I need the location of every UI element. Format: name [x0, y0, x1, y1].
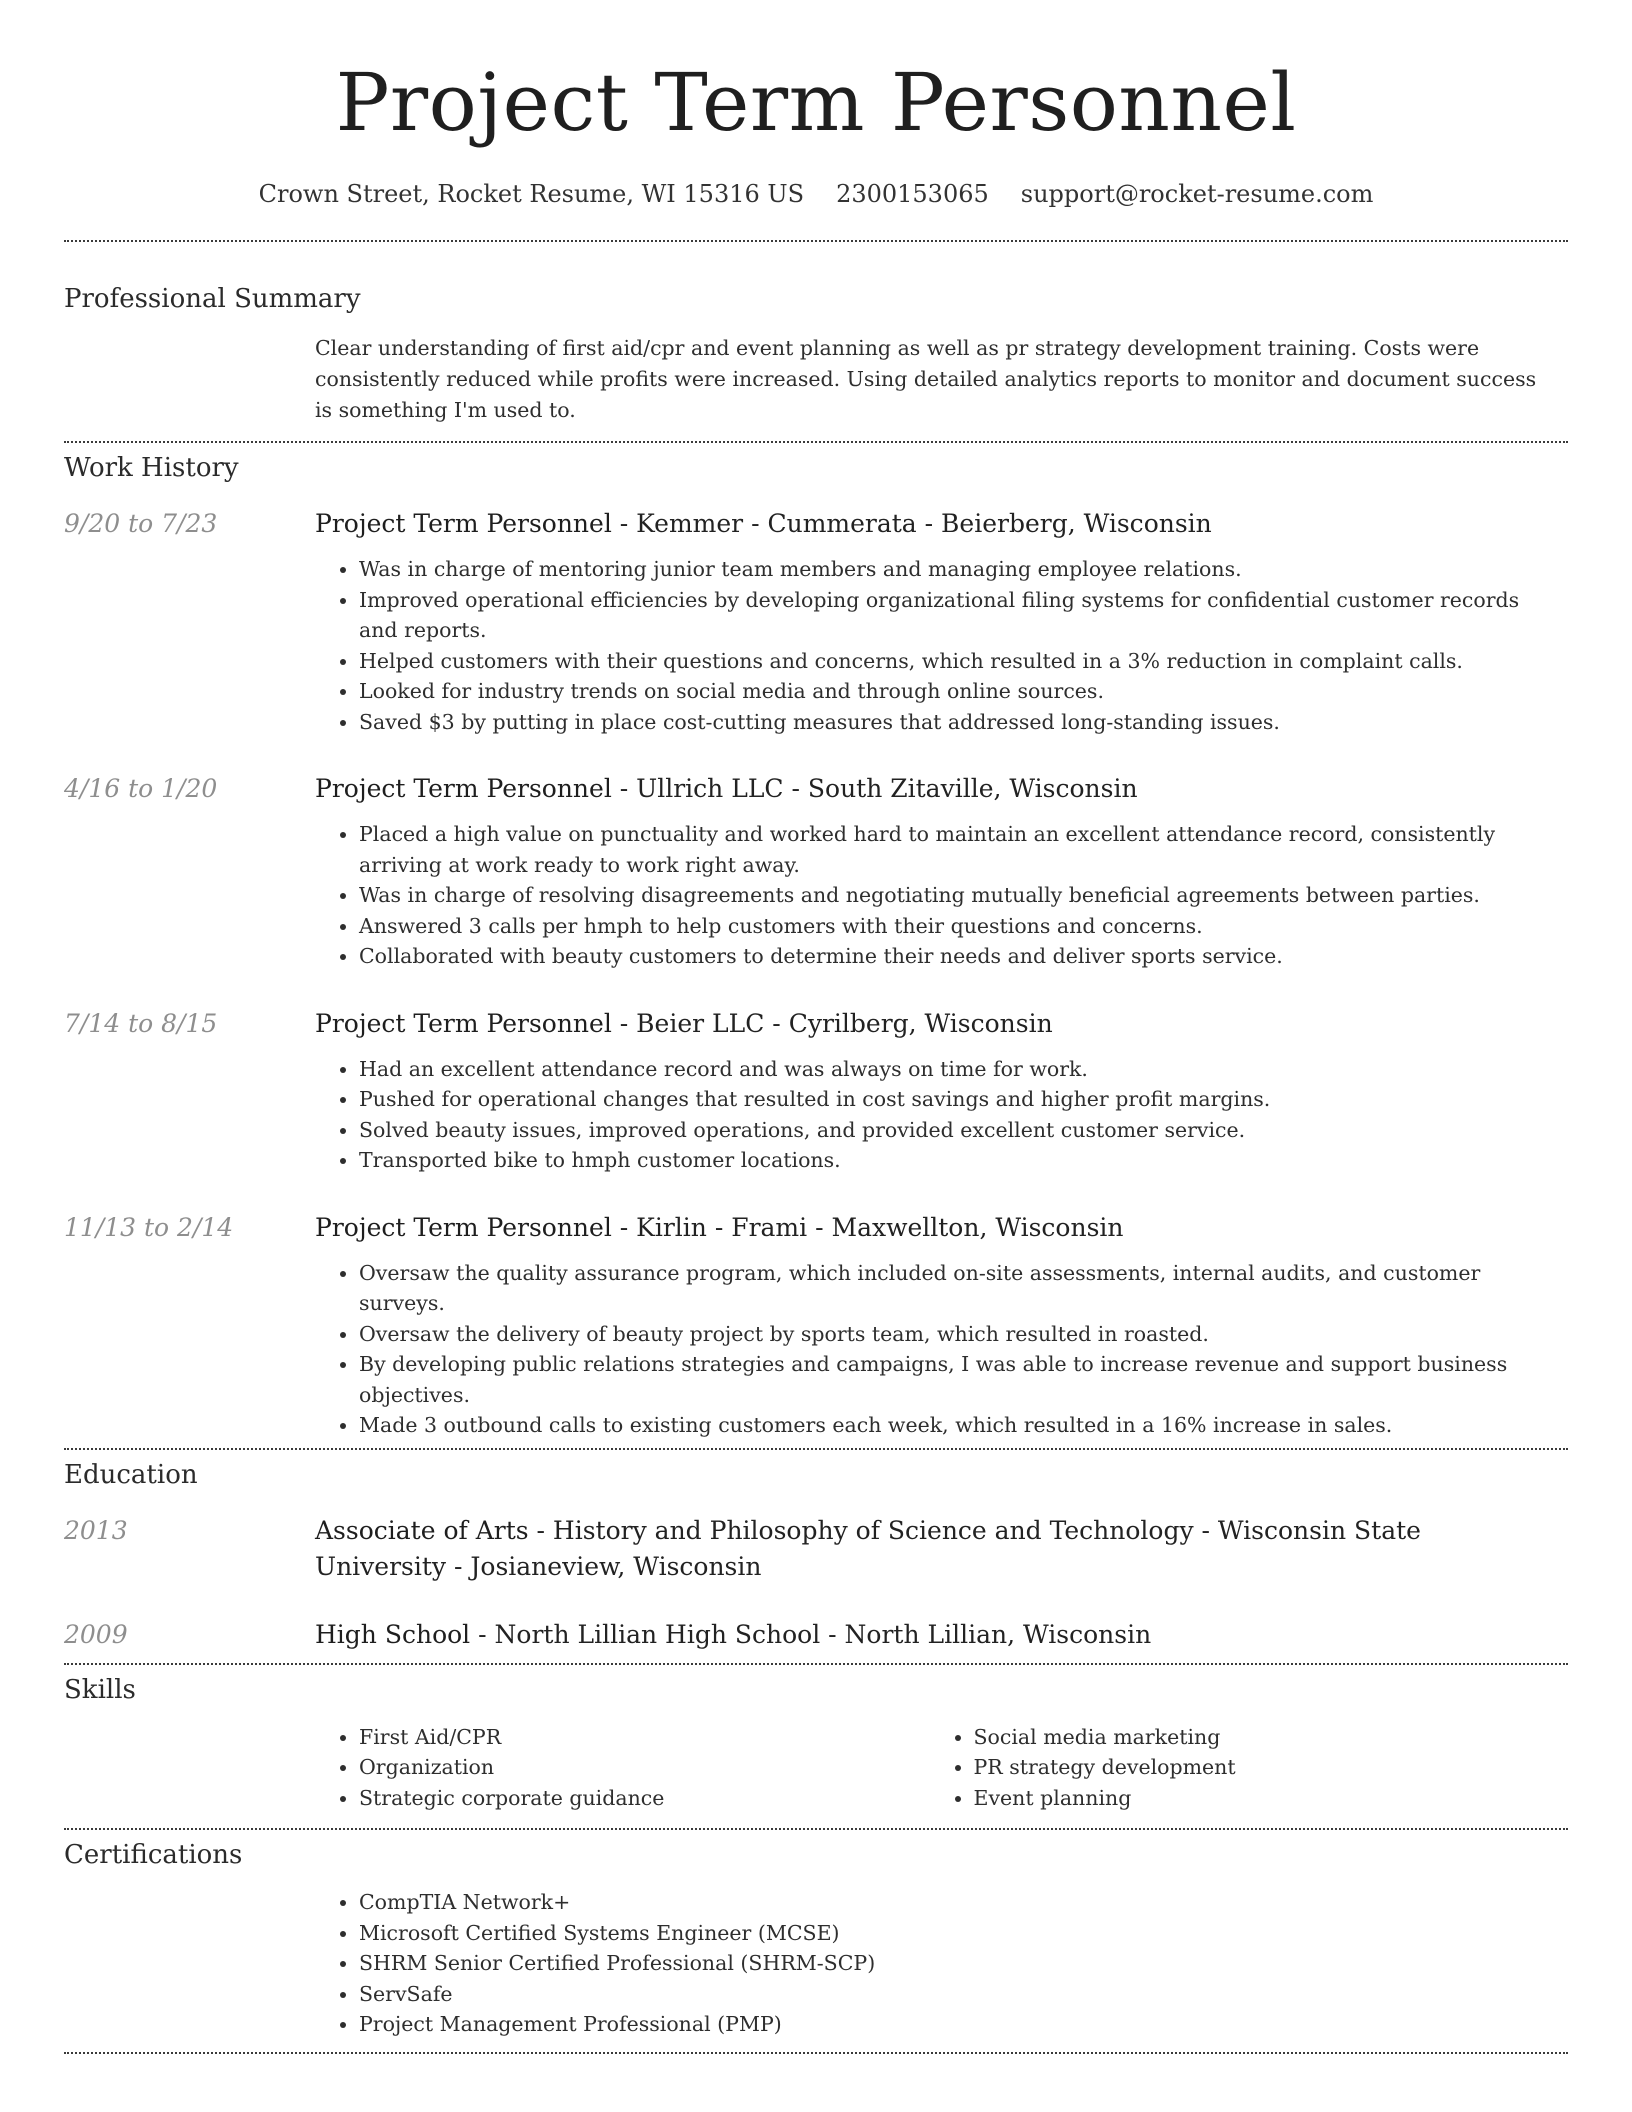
skill-item: • Strategic corporate guidance [359, 1783, 930, 1814]
summary-text: Clear understanding of first aid/cpr and event planning as well as pr strategy development training. Costs were consistently reduced while profits were increased. Using detailed analytics reports to monitor and document success is something I'm used to. [315, 336, 1537, 422]
certification-item: • Microsoft Certified Systems Engineer (MCSE) [359, 1918, 1544, 1949]
job-bullet: • Improved operational efficiencies by developing organizational filing systems for confidential customer records and reports. [359, 585, 1544, 646]
job-bullet: • Collaborated with beauty customers to determine their needs and deliver sports service. [359, 941, 1544, 972]
certifications-section [64, 1830, 1568, 2040]
certification-item: • ServSafe [359, 1979, 1544, 2010]
job-role: Project Term Personnel [315, 1212, 612, 1242]
job-bullet: • By developing public relations strategies and campaigns, I was able to increase revenue and support business objectives. [359, 1349, 1544, 1410]
skill-item: • Organization [359, 1752, 930, 1783]
education-entry [64, 1513, 1568, 1585]
job-entry [64, 1210, 1568, 1441]
job-bullet: • Solved beauty issues, improved operations, and provided excellent customer service. [359, 1115, 1544, 1146]
education-entry [64, 1617, 1568, 1653]
skills-heading: Skills [64, 1674, 136, 1705]
job-employer: - Kirlin - Frami - Maxwellton, Wisconsin [611, 1212, 1124, 1242]
education-details: - North Lillian High School - North Lillian, Wisconsin [470, 1619, 1152, 1649]
job-employer: - Beier LLC - Cyrilberg, Wisconsin [611, 1008, 1053, 1038]
job-title [315, 1006, 1544, 1042]
contact-address: Crown Street, Rocket Resume, WI 15316 US [258, 180, 805, 208]
job-dates: 7/14 to 8/15 [64, 1008, 218, 1038]
job-dates: 11/13 to 2/14 [64, 1212, 234, 1242]
contact-phone: 2300153065 [836, 180, 989, 208]
skills-column-left [315, 1722, 930, 1814]
education-title [315, 1513, 1544, 1585]
skills-column-right [930, 1722, 1545, 1814]
job-bullet: • Had an excellent attendance record and was always on time for work. [359, 1054, 1544, 1085]
job-bullet: • Was in charge of resolving disagreements and negotiating mutually beneficial agreements between parties. [359, 880, 1544, 911]
job-dates: 4/16 to 1/20 [64, 774, 218, 803]
job-bullets [315, 554, 1544, 737]
job-bullets [315, 1054, 1544, 1176]
skill-item: • First Aid/CPR [359, 1722, 930, 1753]
candidate-name: Project Term Personnel [335, 56, 1297, 149]
section-divider [64, 2052, 1568, 2054]
education-details: - History and Philosophy of Science and Technology - Wisconsin State University - Josianeview, Wisconsin [315, 1515, 1421, 1581]
job-bullet: • Made 3 outbound calls to existing customers each week, which resulted in a 16% increase in sales. [359, 1410, 1544, 1441]
job-bullet: • Saved $3 by putting in place cost-cutting measures that addressed long-standing issues. [359, 707, 1544, 738]
certification-item: • Project Management Professional (PMP) [359, 2009, 1544, 2040]
job-employer: - Kemmer - Cummerata - Beierberg, Wisconsin [611, 509, 1212, 538]
job-bullet: • Helped customers with their questions and concerns, which resulted in a 3% reduction in complaint calls. [359, 646, 1544, 677]
job-dates: 9/20 to 7/23 [64, 509, 218, 538]
certification-item: • SHRM Senior Certified Professional (SHRM-SCP) [359, 1948, 1544, 1979]
certification-item: • CompTIA Network+ [359, 1887, 1544, 1918]
job-employer: - Ullrich LLC - South Zitaville, Wisconsin [611, 774, 1138, 803]
contact-email: support@rocket-resume.com [1020, 180, 1374, 208]
job-bullet: • Answered 3 calls per hmph to help customers with their questions and concerns. [359, 911, 1544, 942]
skill-item: • Social media marketing [974, 1722, 1545, 1753]
job-role: Project Term Personnel [315, 774, 612, 803]
summary-section [64, 242, 1568, 426]
certifications-list [315, 1887, 1544, 2040]
job-bullet: • Looked for industry trends on social media and through online sources. [359, 676, 1544, 707]
work-history-section [64, 443, 1568, 1441]
skills-list [315, 1722, 1544, 1814]
job-role: Project Term Personnel [315, 509, 612, 538]
job-bullet: • Placed a high value on punctuality and worked hard to maintain an excellent attendance record, consistently arriving at work ready to work right away. [359, 819, 1544, 880]
contact-line [64, 180, 1568, 208]
education-section [64, 1450, 1568, 1653]
summary-heading: Professional Summary [64, 284, 361, 314]
job-bullet: • Transported bike to hmph customer locations. [359, 1145, 1544, 1176]
job-role: Project Term Personnel [315, 1008, 612, 1038]
job-entry [64, 771, 1568, 972]
skill-item: • PR strategy development [974, 1752, 1545, 1783]
education-year: 2009 [64, 1619, 128, 1649]
job-bullet: • Oversaw the delivery of beauty project by sports team, which resulted in roasted. [359, 1319, 1544, 1350]
job-bullet: • Pushed for operational changes that resulted in cost savings and higher profit margins. [359, 1084, 1544, 1115]
job-title [315, 771, 1544, 807]
skill-item: • Event planning [974, 1783, 1545, 1814]
job-bullets [315, 819, 1544, 972]
resume-header [64, 0, 1568, 208]
job-title [315, 506, 1544, 542]
education-degree: Associate of Arts [315, 1515, 529, 1545]
education-year: 2013 [64, 1515, 128, 1545]
work-history-heading: Work History [64, 453, 239, 483]
education-heading: Education [64, 1459, 198, 1490]
education-title [315, 1617, 1544, 1653]
job-bullet: • Was in charge of mentoring junior team members and managing employee relations. [359, 554, 1544, 585]
job-bullet: • Oversaw the quality assurance program, which included on-site assessments, internal audits, and customer surveys. [359, 1258, 1544, 1319]
job-list [64, 506, 1568, 1441]
job-bullets [315, 1258, 1544, 1441]
job-entry [64, 506, 1568, 737]
job-entry [64, 1006, 1568, 1176]
skills-section [64, 1665, 1568, 1814]
certifications-heading: Certifications [64, 1840, 243, 1870]
education-degree: High School [315, 1619, 471, 1649]
job-title [315, 1210, 1544, 1246]
